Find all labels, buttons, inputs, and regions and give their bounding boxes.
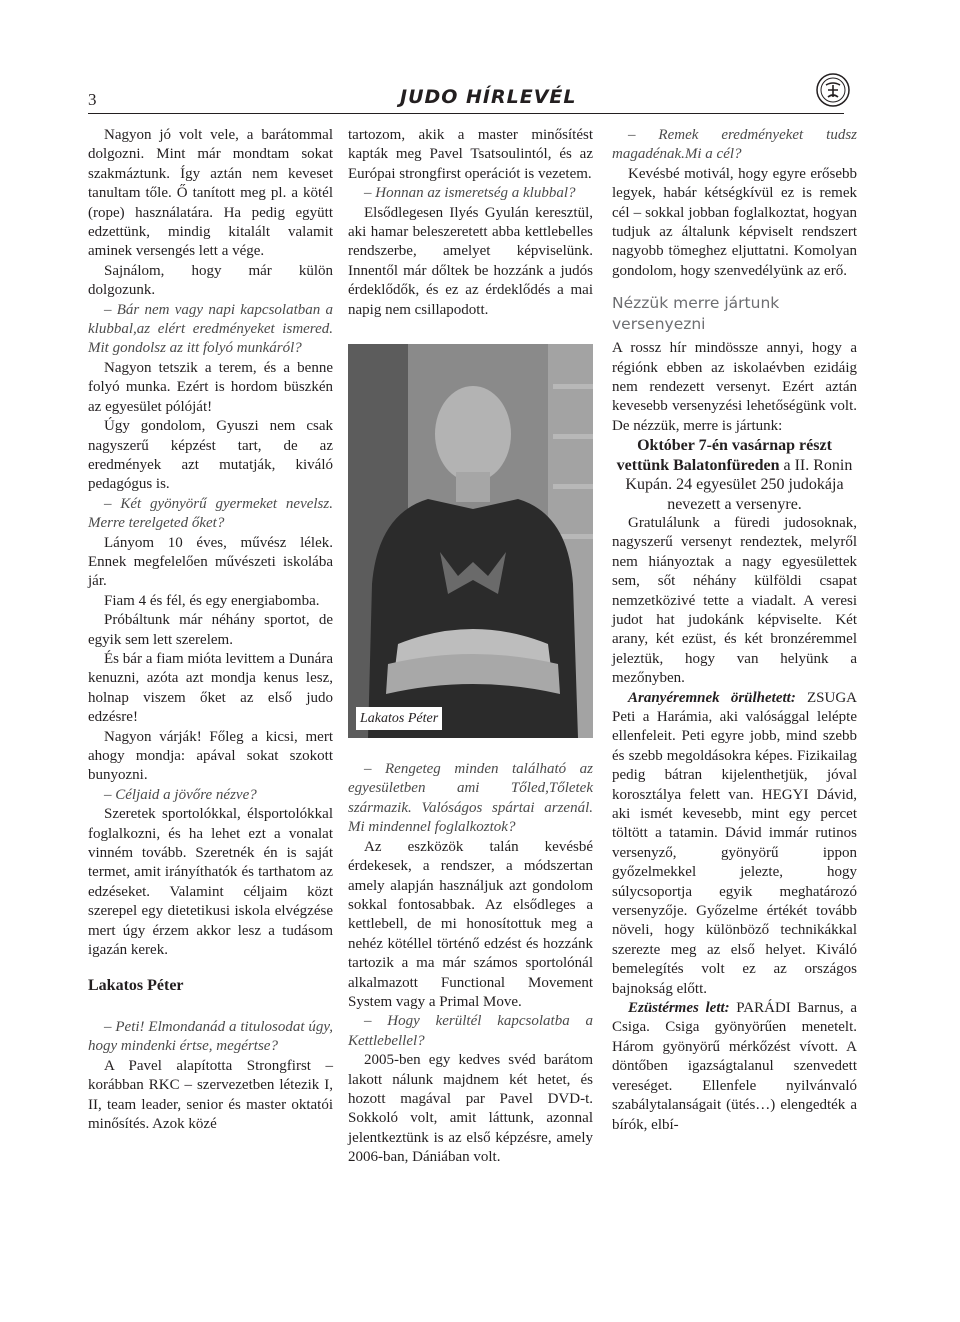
newsletter-title: JUDO HÍRLEVÉL xyxy=(400,86,577,108)
paragraph: Nagyon tetszik a terem, és a benne folyó munka. Ezért is hordom büszkén az egyesület pólóját! xyxy=(88,359,333,415)
silver-medal-text: PARÁDI Barnus, a Csiga. Csiga gyönyörűen menetelt. Három gyönyörű mérkőzést vívott. A döntőben igazságtalanul szenvedett vereséget. Ellenfele nyilvánvaló szabálytalanságait (ütés…) elengedték a bírók, elbí- xyxy=(612,1000,857,1133)
paragraph xyxy=(612,689,857,1000)
interview-question: – Két gyönyörű gyermeket nevelsz. Merre terelgeted őket? xyxy=(88,495,333,532)
interview-question: – Céljaid a jövőre nézve? xyxy=(104,786,257,803)
highlight-paragraph xyxy=(612,436,857,514)
photo-caption: Lakatos Péter xyxy=(356,707,442,730)
column-1 xyxy=(88,126,333,1134)
paragraph: Nagyon várják! Főleg a kicsi, mert ahogy mondja: apával sokat szokott bunyozni. xyxy=(88,728,333,784)
paragraph: És bár a fiam mióta levittem a Dunára kenuzni, azóta azt mondja kenus lesz, holnap viszem őket az első judo edzésre! xyxy=(88,650,333,726)
paragraph: Kevésbé motivál, hogy egyre erősebb legyek, habár kétségkívül ez is remek cél – sokkal jobban foglalkoztat, hogyan tudjuk az általunk képviselt rendszert nagyobb tömeghez eljuttatni. Komolyan gondolom, hogy szenvedélyünk az erő. xyxy=(612,165,857,279)
paragraph: Úgy gondolom, Gyuszi nem csak nagyszerű képzést tart, de az eredmények azt mutatják, kiváló pedagógus is. xyxy=(88,418,333,493)
section-heading: Nézzük merre jártunk versenyezni xyxy=(612,294,780,334)
paragraph: A Pavel alapította Strongfirst – korábban RKC – szervezetben létezik I, II, team leader, senior és master oktatói minősítés. Azok közé xyxy=(88,1057,333,1132)
silver-medal-label: Ezüstérmes lett: xyxy=(628,1000,730,1017)
paragraph: Próbáltunk már néhány sportot, de egyik sem lett szerelem. xyxy=(88,612,333,648)
paragraph: Az eszközök talán kevésbé érdekesek, a rendszer, a módszertan amely alapján használjuk azt gondolom sokkal fontosabbak. Az elsődleges a kettlebell, de mi honosítottuk meg a nehéz kötéllel történő edzést és hozzánk tartozik a ma már számos sportolónál alkalmazott Functional Movement System vagy a Primal Move. xyxy=(348,838,593,1010)
interview-question: – Honnan az ismeretség a klubbal? xyxy=(364,185,576,202)
portrait-photo xyxy=(348,344,593,738)
interview-question: – Peti! Elmondanád a titulosodat úgy, hogy mindenki értse, megértse? xyxy=(88,1018,333,1055)
paragraph: A rossz hír mindössze annyi, hogy a régiónk ebben az iskolaévben ezidáig nem rendezett versenyt. Ezért aztán kevesebb versenyzési lehetőségünk volt. De nézzük, merre is jártunk: xyxy=(612,340,857,434)
paragraph: Szeretek sportolókkal, élsportolókkal foglalkozni, és ha lehet ezt a vonalat vinném tovább. Szeretnék én is saját termet, amit irányíthatók és tarthatom az edzéseket. Valamint céljaim közt szerepel egy dietetikusi iskola elvégzése mert úgy érzem akkor lesz a tudásom igazán kerek. xyxy=(88,806,333,959)
page-number: 3 xyxy=(88,90,97,109)
header-rule xyxy=(88,113,844,114)
paragraph: Fiam 4 és fél, és egy energiabomba. xyxy=(104,592,320,609)
gold-medal-label: Aranyéremnek örülhetett: xyxy=(628,689,796,706)
interview-question: – Remek eredményeket tudsz magadénak.Mi a cél? xyxy=(612,127,857,163)
portrait-illustration xyxy=(348,344,593,738)
judo-logo-icon xyxy=(815,72,851,108)
page-header xyxy=(0,0,960,120)
paragraph xyxy=(612,999,857,1135)
highlight-bold-text: Október 7-én vasárnap részt vettünk Balatonfüreden xyxy=(616,437,832,474)
paragraph: Elsődlegesen Ilyés Gyulán keresztül, aki hamar beleszeretett abba kettlebelles rendszerbe, amelyet képviselünk. Innentől már dőltek be hozzánk a judós érdeklődők, és ez az érdeklődés a mai napig nem csillapodott. xyxy=(348,204,593,318)
highlight-text: a II. Ronin Kupán. 24 egyesület 250 judokája nevezett a versenyre. xyxy=(625,456,853,513)
interview-question: – Rengeteg minden található az egyesületben ami Tőled,Tőletek származik. Valóságos spártai arzenál. Mi mindennel foglalkoztok? xyxy=(348,761,593,836)
paragraph: 2005-ben egy kedves svéd barátom lakott nálunk majdnem két hetet, és hozott magával par Pavel DVD-t. Sokkoló volt, amit láttunk, azonnal jelentkeztünk is az első képzésre, amely 2006-ban, Dániában volt. xyxy=(348,1052,593,1166)
interviewee-name: Lakatos Péter xyxy=(88,977,184,995)
column-3 xyxy=(612,126,857,1135)
gold-medal-text: ZSUGA Peti a Harámia, aki valósággal lelépte ellenfeleit. Peti egyre jobb, mind szebb és szebb megoldásokra képes. Fizikailag pedig bátran kijelenthetjük, jóval korosztálya felett van. HEGYI Dávid, aki ismét kevesebb, mint egy percet töltött a tatamin. Dávid immár rutinos versenyző, gyönyörű ippon győzelmekkel jelezte, hogy súlycsoportja egyik meghatározó versenyzője. Győzelme értékét tovább növeli, hogy különböző technikákkal szerezte meg az első helyet. Kiváló bemelegítés volt ez az országos bajnokság előtt. xyxy=(612,689,857,997)
paragraph: tartozom, akik a master minősítést kapták meg Pavel Tsatsoulintól, és az Európai strongfirst operációt is vezetem. xyxy=(348,127,593,182)
paragraph: Gratulálunk a füredi judosoknak, nagyszerű versenyt rendeztek, melyről nem hiányoztak a nagy egyesülettek sem, sőt néhány külföldi csapat nemzetközivé tette a viadalt. A veresi judot hat judokánk képviselte. Két arany, két ezüst, és két bronzéremmel jeleztük, hogy van helyünk a mezőnyben. xyxy=(612,514,857,687)
interview-question: – Hogy kerültél kapcsolatba a Kettlebellel? xyxy=(348,1013,593,1049)
interview-question: – Bár nem vagy napi kapcsolatban a klubbal,az elért eredményeket ismered. Mit gondolsz az itt folyó munkáról? xyxy=(88,301,333,357)
paragraph: Sajnálom, hogy már külön dolgozunk. xyxy=(88,262,333,299)
paragraph: Nagyon jó volt vele, a barátommal dolgozni. Mint már mondtam sokat szakmáztunk. Így aztán nem keveset tanultam tőle. Ő tanított meg pl. a kötél (rope) használatára. Ha pedig együtt edzettünk, mindig kitalált valamit aminek versengés lett a vége. xyxy=(88,127,333,260)
column-2 xyxy=(348,126,593,1168)
paragraph: Lányom 10 éves, művész lélek. Ennek megfelelően művészeti iskolába jár. xyxy=(88,534,333,590)
